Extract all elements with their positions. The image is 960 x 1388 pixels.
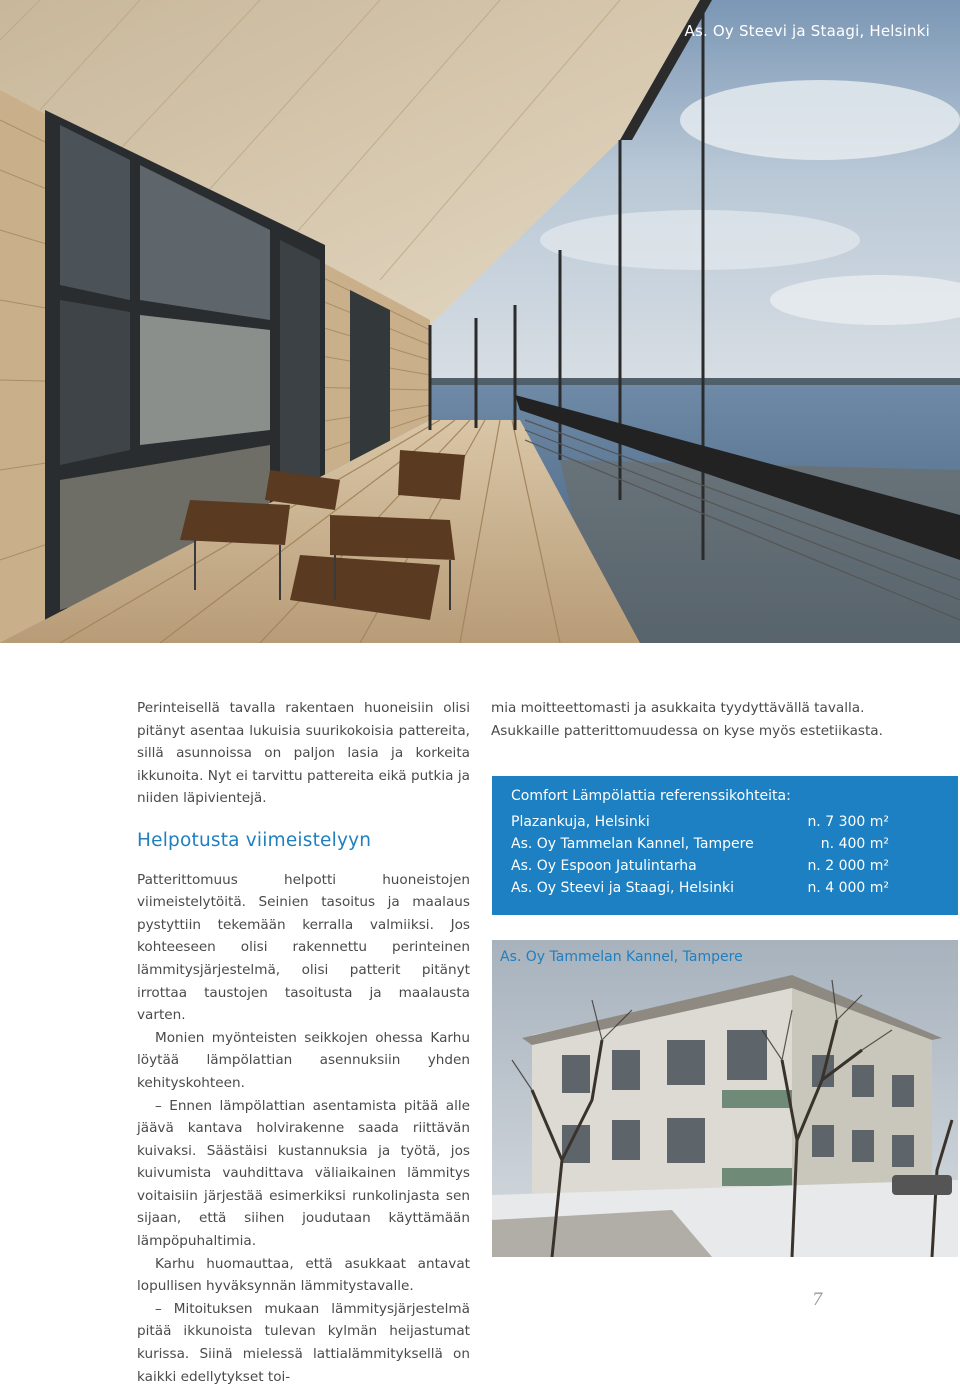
- reference-area: n. 400 m²: [820, 836, 889, 852]
- building-photo-caption: As. Oy Tammelan Kannel, Tampere: [500, 949, 743, 965]
- body-paragraph: Patterittomuus helpotti huoneistojen viimeistelytöitä. Seinien tasoitus ja maalaus pystyttiin tekemään kerralla valmiiksi. Jos kohteeseen olisi rakennettu perinteinen lämmitysjärjestelmä, olisi patterit pitänyt irrottaa taustojen tasoitusta ja maalausta varten.: [137, 871, 470, 1024]
- reference-name: As. Oy Espoon Jatulintarha: [511, 858, 697, 874]
- hero-photo: [0, 0, 960, 643]
- body-paragraph: – Ennen lämpölattian asentamista pitää alle jäävä kantava holvirakenne saada riittävän kuivaksi. Säästäisi kustannuksia ja työtä, jos kuivumista vauhdittava väliaikainen lämmitys voitaisiin järjestää esimerkiksi runkolinjasta sen sijaan, että siihen joudutaan käyttämään lämpöpuhaltimia.: [137, 1097, 470, 1250]
- balcony-illustration: [0, 0, 960, 643]
- body-paragraph: Karhu huomauttaa, että asukkaat antavat lopullisen hyväksynnän lämmitystavalle.: [137, 1255, 470, 1295]
- reference-name: Plazankuja, Helsinki: [511, 814, 650, 830]
- continuation-paragraph: mia moitteettomasti ja asukkaita tyydyttävällä tavalla. Asukkaille patterittomuudessa on kyse myös estetiikasta.: [491, 700, 883, 739]
- body-paragraph: – Mitoituksen mukaan lämmitysjärjestelmä pitää ikkunoista tulevan kylmän heijastumat kurissa. Siinä mielessä lattialämmityksellä on kaikki edellytykset toi-: [137, 1300, 470, 1385]
- building-photo: [492, 940, 958, 1257]
- page-number: 7: [812, 1290, 823, 1310]
- reference-name: As. Oy Tammelan Kannel, Tampere: [511, 836, 754, 852]
- reference-row: [511, 858, 889, 880]
- hero-caption: As. Oy Steevi ja Staagi, Helsinki: [684, 22, 930, 40]
- left-column: [137, 697, 470, 1388]
- references-box: [492, 776, 958, 915]
- section-heading: Helpotusta viimeistelyyn: [137, 829, 372, 851]
- right-column-text: [491, 697, 911, 742]
- building-illustration: [492, 940, 958, 1257]
- reference-area: n. 2 000 m²: [807, 858, 889, 874]
- reference-name: As. Oy Steevi ja Staagi, Helsinki: [511, 880, 734, 896]
- references-title: Comfort Lämpölattia referenssikohteita:: [511, 788, 791, 804]
- reference-area: n. 7 300 m²: [807, 814, 889, 830]
- body-paragraph: Monien myönteisten seikkojen ohessa Karhu löytää lämpölattian asennuksiin yhden kehityskohteen.: [137, 1029, 470, 1091]
- reference-row: [511, 814, 889, 836]
- reference-area: n. 4 000 m²: [807, 880, 889, 896]
- reference-row: [511, 836, 889, 858]
- reference-row: [511, 880, 889, 902]
- intro-paragraph: Perinteisellä tavalla rakentaen huoneisiin olisi pitänyt asentaa lukuisia suurikokoisia pattereita, sillä asunnoissa on paljon lasia ja korkeita ikkunoita. Nyt ei tarvittu pattereita eikä putkia ja niiden läpivientejä.: [137, 700, 470, 807]
